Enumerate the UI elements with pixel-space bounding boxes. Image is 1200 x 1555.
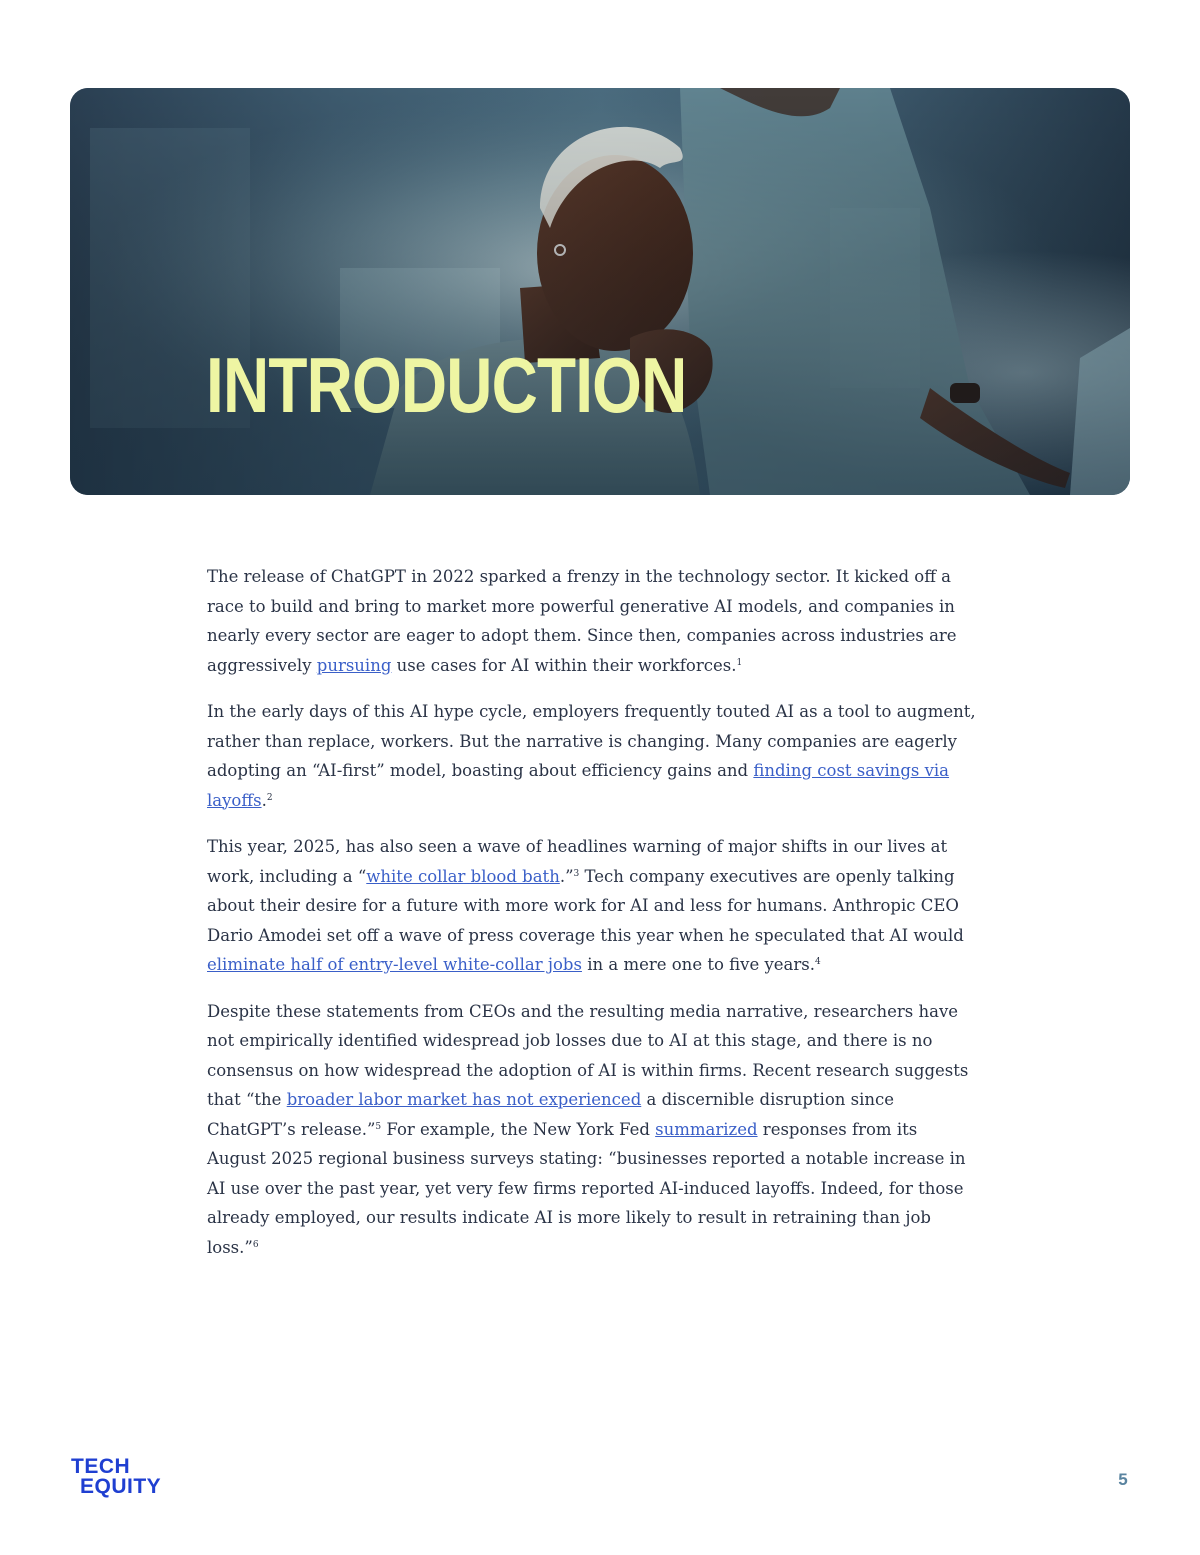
body-text	[207, 562, 977, 1279]
link-cost-savings[interactable]: finding cost savings via layoffs	[207, 761, 950, 810]
hero-photo	[70, 88, 1130, 495]
footnote-ref: 4	[815, 957, 821, 967]
footnote-ref: 2	[266, 792, 273, 803]
footnote-ref: 6	[252, 1239, 259, 1250]
paragraph-3	[207, 832, 977, 980]
paragraph-text: use cases for AI within their workforces.	[391, 655, 737, 675]
footnote-ref: 5	[375, 1121, 382, 1132]
logo-line-2: EQUITY	[80, 1475, 162, 1498]
footnote-ref: 1	[736, 657, 743, 668]
page-number: 5	[1118, 1470, 1128, 1489]
footnote-ref: 3	[573, 868, 580, 879]
tech-equity-logo	[71, 1457, 161, 1497]
link-pursuing[interactable]: pursuing	[316, 655, 392, 675]
paragraph-text: .”	[559, 866, 574, 886]
paragraph-text: in a mere one to five years.	[581, 955, 815, 974]
section-title: INTRODUCTION	[206, 341, 687, 429]
hero-banner	[70, 88, 1130, 495]
paragraph-text: responses from its August 2025 regional business surveys stating: “businesses reported a notable increase in AI use over the past year, yet very few firms reported AI-induced layoffs. Indeed, for those already employed, our results indicate AI is more likely to result in retraining than job loss.”	[207, 1119, 966, 1257]
paragraph-1	[207, 562, 977, 680]
paragraph-4	[207, 997, 977, 1263]
paragraph-text: Despite these statements from CEOs and the resulting media narrative, researchers have not empirically identified widespread job losses due to AI at this stage, and there is no consensus on how widespread the adoption of AI is within firms. Recent research suggests that “the	[207, 1001, 969, 1109]
logo-line-1: TECH	[71, 1455, 131, 1478]
link-summarized[interactable]: summarized	[655, 1119, 758, 1139]
paragraph-text: For example, the New York Fed	[381, 1119, 656, 1139]
link-labor-market[interactable]: broader labor market has not experienced	[286, 1090, 642, 1109]
paragraph-text: This year, 2025, has also seen a wave of headlines warning of major shifts in our lives at work, including a “	[207, 837, 948, 886]
link-blood-bath[interactable]: white collar blood bath	[366, 866, 560, 886]
paragraph-text: a discernible disruption since ChatGPT’s release.”	[207, 1090, 895, 1139]
paragraph-text: The release of ChatGPT in 2022 sparked a frenzy in the technology sector. It kicked off a race to build and bring to market more powerful generative AI models, and companies in nearly every sector are eager to adopt them. Since then, companies across industries are aggressively	[207, 567, 957, 675]
link-eliminate-jobs[interactable]: eliminate half of entry-level white-collar jobs	[207, 955, 582, 974]
paragraph-text: In the early days of this AI hype cycle, employers frequently touted AI as a tool to augment, rather than replace, workers. But the narrative is changing. Many companies are eagerly adopting an “AI-first” model, boasting about efficiency gains and	[207, 702, 976, 780]
paragraph-text: Tech company executives are openly talking about their desire for a future with more work for AI and less for humans. Anthropic CEO Dario Amodei set off a wave of press coverage this year when he speculated that AI would	[207, 866, 964, 945]
paragraph-2	[207, 697, 977, 815]
paragraph-text: .	[261, 790, 267, 810]
